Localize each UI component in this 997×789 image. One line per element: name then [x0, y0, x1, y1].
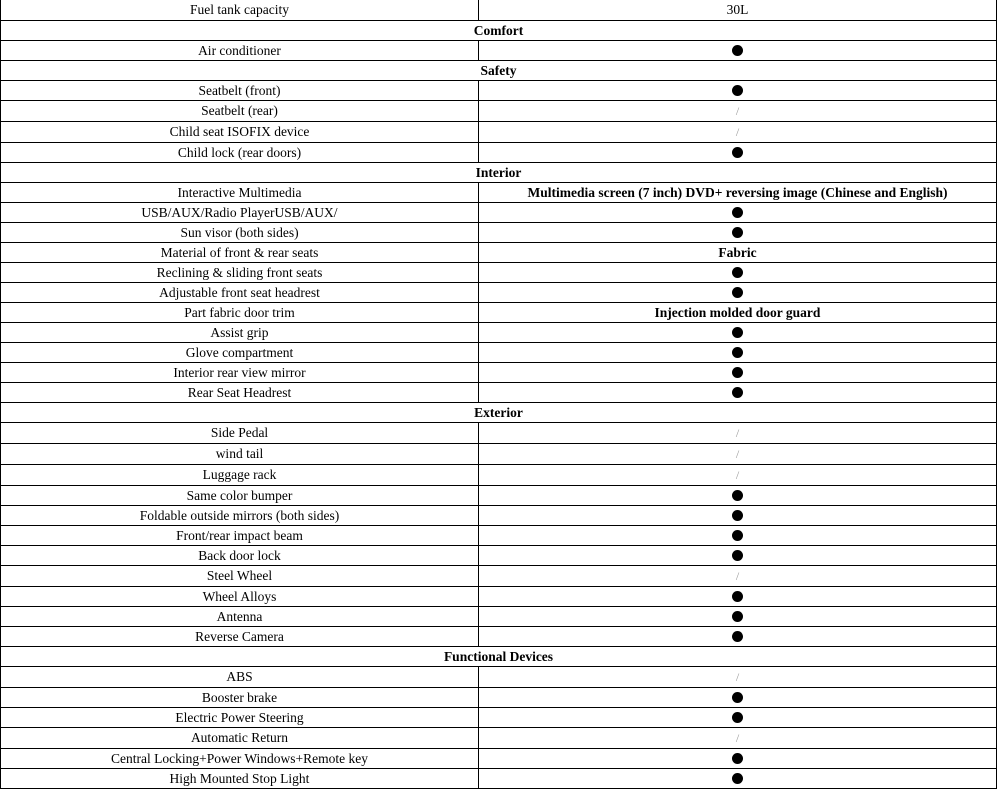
- spec-row: [1, 586, 997, 606]
- spec-row: [1, 606, 997, 626]
- section-title: Interior: [1, 162, 997, 182]
- spec-row: [1, 422, 997, 443]
- filled-dot-icon: [732, 753, 743, 764]
- spec-row: [1, 443, 997, 464]
- spec-value-cell: [479, 282, 997, 302]
- spec-label: Glove compartment: [1, 342, 479, 362]
- spec-row: [1, 626, 997, 646]
- spec-value-cell: [479, 382, 997, 402]
- spec-label: Part fabric door trim: [1, 302, 479, 322]
- spec-label: Rear Seat Headrest: [1, 382, 479, 402]
- filled-dot-icon: [732, 550, 743, 561]
- section-title: Comfort: [1, 20, 997, 40]
- spec-value-cell: [479, 362, 997, 382]
- spec-value-cell: [479, 262, 997, 282]
- filled-dot-icon: [732, 490, 743, 501]
- section-header-row: [1, 60, 997, 80]
- spec-label: Reverse Camera: [1, 626, 479, 646]
- spec-row: [1, 282, 997, 302]
- spec-value-cell: [479, 485, 997, 505]
- spec-value: Injection molded door guard: [479, 302, 997, 322]
- spec-label: Luggage rack: [1, 464, 479, 485]
- spec-label: Material of front & rear seats: [1, 242, 479, 262]
- spec-row: [1, 687, 997, 707]
- spec-row: [1, 262, 997, 282]
- spec-label: Adjustable front seat headrest: [1, 282, 479, 302]
- spec-label: Central Locking+Power Windows+Remote key: [1, 748, 479, 768]
- spec-row: [1, 322, 997, 342]
- spec-row: [1, 0, 997, 20]
- spec-label: Side Pedal: [1, 422, 479, 443]
- spec-value-cell: [479, 768, 997, 788]
- spec-row: [1, 362, 997, 382]
- spec-label: Interior rear view mirror: [1, 362, 479, 382]
- section-title: Exterior: [1, 402, 997, 422]
- section-header-row: [1, 162, 997, 182]
- spec-value-cell: [479, 505, 997, 525]
- spec-row: [1, 505, 997, 525]
- spec-table-body: [1, 0, 997, 788]
- filled-dot-icon: [732, 387, 743, 398]
- spec-row: [1, 342, 997, 362]
- filled-dot-icon: [732, 327, 743, 338]
- spec-label: High Mounted Stop Light: [1, 768, 479, 788]
- spec-row: [1, 142, 997, 162]
- spec-row: [1, 121, 997, 142]
- spec-label: Front/rear impact beam: [1, 525, 479, 545]
- spec-label: USB/AUX/Radio PlayerUSB/AUX/: [1, 202, 479, 222]
- not-available-mark: /: [735, 568, 740, 583]
- not-available-mark: /: [735, 103, 740, 118]
- spec-label: Child lock (rear doors): [1, 142, 479, 162]
- spec-value-cell: [479, 100, 997, 121]
- filled-dot-icon: [732, 530, 743, 541]
- spec-row: [1, 748, 997, 768]
- spec-value-cell: [479, 565, 997, 586]
- spec-value-cell: [479, 121, 997, 142]
- spec-value-cell: [479, 222, 997, 242]
- not-available-mark: /: [735, 467, 740, 482]
- filled-dot-icon: [732, 227, 743, 238]
- spec-value-cell: [479, 142, 997, 162]
- spec-label: Air conditioner: [1, 40, 479, 60]
- spec-value-cell: [479, 342, 997, 362]
- spec-value-cell: [479, 687, 997, 707]
- section-header-row: [1, 402, 997, 422]
- spec-label: Booster brake: [1, 687, 479, 707]
- spec-value-cell: [479, 707, 997, 727]
- spec-label: Interactive Multimedia: [1, 182, 479, 202]
- section-header-row: [1, 646, 997, 666]
- filled-dot-icon: [732, 85, 743, 96]
- filled-dot-icon: [732, 147, 743, 158]
- filled-dot-icon: [732, 510, 743, 521]
- filled-dot-icon: [732, 773, 743, 784]
- spec-label: Reclining & sliding front seats: [1, 262, 479, 282]
- spec-label: Child seat ISOFIX device: [1, 121, 479, 142]
- not-available-mark: /: [735, 446, 740, 461]
- not-available-mark: /: [735, 124, 740, 139]
- spec-label: Wheel Alloys: [1, 586, 479, 606]
- spec-value-cell: [479, 464, 997, 485]
- filled-dot-icon: [732, 207, 743, 218]
- spec-row: [1, 666, 997, 687]
- spec-value-cell: [479, 443, 997, 464]
- spec-row: [1, 545, 997, 565]
- spec-value-cell: [479, 40, 997, 60]
- spec-value-cell: [479, 202, 997, 222]
- spec-label: Fuel tank capacity: [1, 0, 479, 20]
- spec-row: [1, 202, 997, 222]
- spec-value-cell: [479, 727, 997, 748]
- spec-label: Electric Power Steering: [1, 707, 479, 727]
- spec-row: [1, 464, 997, 485]
- spec-row: [1, 302, 997, 322]
- filled-dot-icon: [732, 367, 743, 378]
- spec-row: [1, 382, 997, 402]
- filled-dot-icon: [732, 287, 743, 298]
- spec-value: 30L: [479, 0, 997, 20]
- spec-label: Antenna: [1, 606, 479, 626]
- spec-label: wind tail: [1, 443, 479, 464]
- spec-value: Fabric: [479, 242, 997, 262]
- spec-value-cell: [479, 422, 997, 443]
- filled-dot-icon: [732, 267, 743, 278]
- spec-value-cell: [479, 322, 997, 342]
- spec-label: Seatbelt (front): [1, 80, 479, 100]
- spec-value-cell: [479, 666, 997, 687]
- not-available-mark: /: [735, 425, 740, 440]
- spec-value-cell: [479, 626, 997, 646]
- filled-dot-icon: [732, 631, 743, 642]
- spec-label: Sun visor (both sides): [1, 222, 479, 242]
- spec-label: ABS: [1, 666, 479, 687]
- spec-row: [1, 707, 997, 727]
- spec-row: [1, 525, 997, 545]
- filled-dot-icon: [732, 611, 743, 622]
- spec-row: [1, 727, 997, 748]
- spec-value-cell: [479, 606, 997, 626]
- spec-row: [1, 485, 997, 505]
- spec-value-cell: [479, 586, 997, 606]
- spec-value-cell: [479, 80, 997, 100]
- filled-dot-icon: [732, 591, 743, 602]
- section-title: Functional Devices: [1, 646, 997, 666]
- spec-label: Back door lock: [1, 545, 479, 565]
- not-available-mark: /: [735, 669, 740, 684]
- filled-dot-icon: [732, 45, 743, 56]
- not-available-mark: /: [735, 730, 740, 745]
- spec-label: Seatbelt (rear): [1, 100, 479, 121]
- spec-value: Multimedia screen (7 inch) DVD+ reversing image (Chinese and English): [479, 182, 997, 202]
- spec-row: [1, 565, 997, 586]
- spec-row: [1, 768, 997, 788]
- spec-value-cell: [479, 545, 997, 565]
- filled-dot-icon: [732, 347, 743, 358]
- spec-row: [1, 80, 997, 100]
- section-title: Safety: [1, 60, 997, 80]
- section-header-row: [1, 20, 997, 40]
- spec-label: Same color bumper: [1, 485, 479, 505]
- spec-row: [1, 242, 997, 262]
- spec-row: [1, 100, 997, 121]
- filled-dot-icon: [732, 692, 743, 703]
- spec-label: Assist grip: [1, 322, 479, 342]
- spec-row: [1, 222, 997, 242]
- spec-row: [1, 40, 997, 60]
- spec-label: Foldable outside mirrors (both sides): [1, 505, 479, 525]
- spec-label: Automatic Return: [1, 727, 479, 748]
- spec-row: [1, 182, 997, 202]
- filled-dot-icon: [732, 712, 743, 723]
- spec-label: Steel Wheel: [1, 565, 479, 586]
- spec-value-cell: [479, 748, 997, 768]
- spec-value-cell: [479, 525, 997, 545]
